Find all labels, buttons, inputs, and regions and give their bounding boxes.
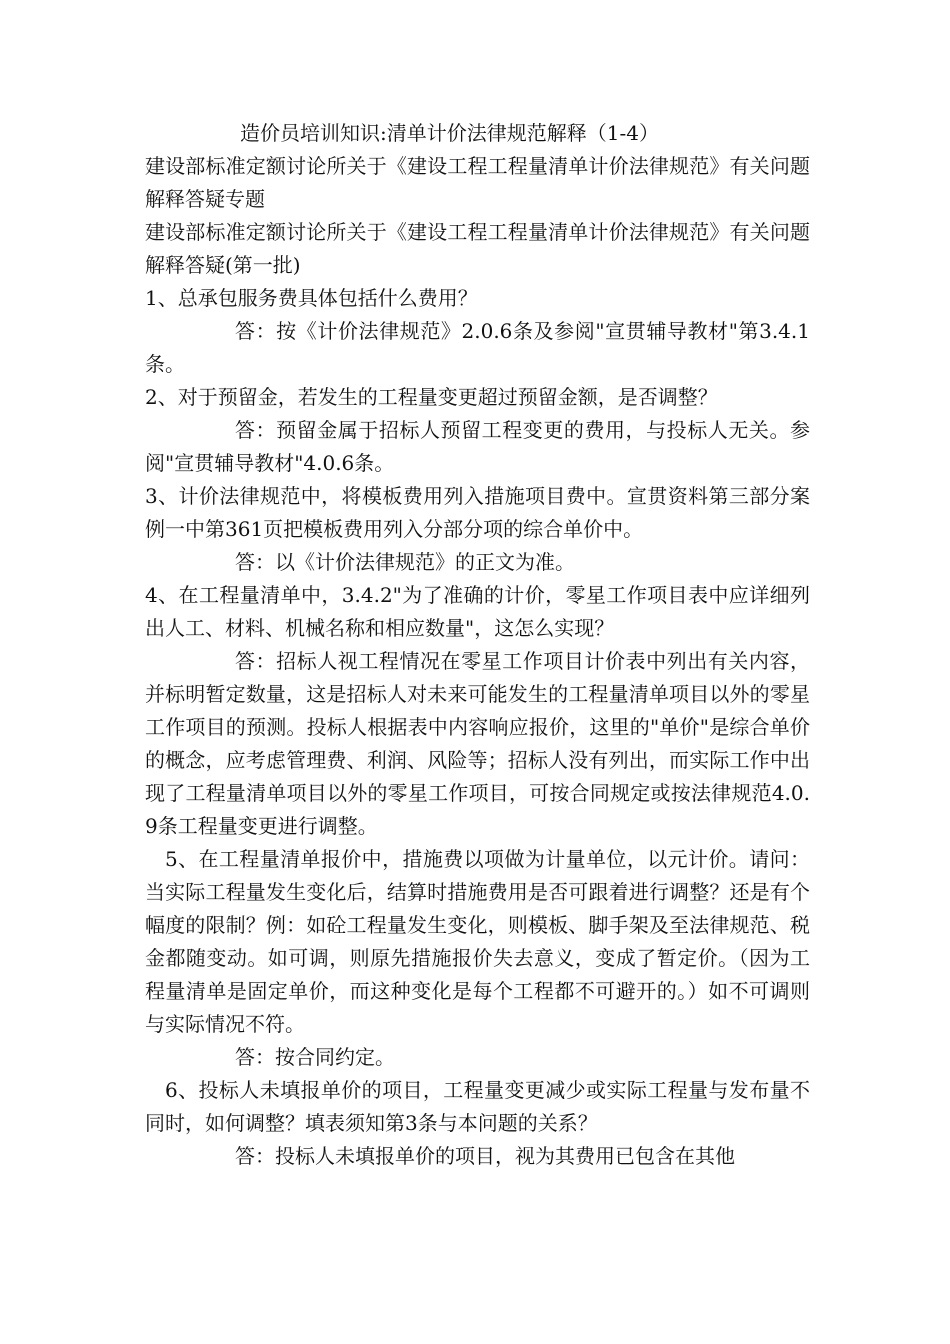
question-paragraph: 2、对于预留金，若发生的工程量变更超过预留金额，是否调整？ [145, 385, 718, 409]
intro-paragraph: 建设部标准定额讨论所关于《建设工程工程量清单计价法律规范》有关问题解释答疑(第一批) [145, 220, 810, 277]
question-paragraph: 3、计价法律规范中，将模板费用列入措施项目费中。宣贯资料第三部分案例一中第361页把模板费用列入分部分项的综合单价中。 [145, 484, 810, 541]
document-page [145, 117, 810, 1173]
answer-paragraph: 答：投标人未填报单价的项目，视为其费用已包含在其他 [235, 1144, 735, 1168]
question-paragraph: 4、在工程量清单中，3.4.2"为了准确的计价，零星工作项目表中应详细列出人工、材料、机械名称和相应数量"，这怎么实现？ [145, 583, 810, 640]
question-paragraph: 5、在工程量清单报价中，措施费以项做为计量单位，以元计价。请问：当实际工程量发生变化后，结算时措施费用是否可跟着进行调整？还是有个幅度的限制？例：如砼工程量发生变化，则模板、脚手架及至法律规范、税金都随变动。如可调，则原先措施报价失去意义，变成了暂定价。（因为工程量清单是固定单价，而这种变化是每个工程都不可避开的。）如不可调则与实际情况不符。 [145, 847, 810, 1036]
question-paragraph: 6、投标人未填报单价的项目，工程量变更减少或实际工程量与发布量不同时，如何调整？填表须知第3条与本问题的关系？ [145, 1078, 810, 1135]
question-paragraph: 1、总承包服务费具体包括什么费用？ [145, 286, 478, 310]
answer-paragraph: 答：按合同约定。 [235, 1045, 395, 1069]
answer-paragraph: 答：以《计价法律规范》的正文为准。 [235, 550, 575, 574]
answer-paragraph: 答：招标人视工程情况在零星工作项目计价表中列出有关内容，并标明暂定数量，这是招标人对未来可能发生的工程量清单项目以外的零星工作项目的预测。投标人根据表中内容响应报价，这里的"单价"是综合单价的概念，应考虑管理费、利润、风险等；招标人没有列出，而实际工作中出现了工程量清单项目以外的零星工作项目，可按合同规定或按法律规范4.0.9条工程量变更进行调整。 [145, 649, 810, 838]
answer-paragraph: 答：预留金属于招标人预留工程变更的费用，与投标人无关。参阅"宣贯辅导教材"4.0.6条。 [145, 418, 810, 475]
document-title: 造价员培训知识:清单计价法律规范解释（1-4） [240, 121, 659, 145]
answer-paragraph: 答：按《计价法律规范》2.0.6条及参阅"宣贯辅导教材"第3.4.1条。 [145, 319, 810, 376]
intro-paragraph: 建设部标准定额讨论所关于《建设工程工程量清单计价法律规范》有关问题解释答疑专题 [145, 154, 810, 211]
